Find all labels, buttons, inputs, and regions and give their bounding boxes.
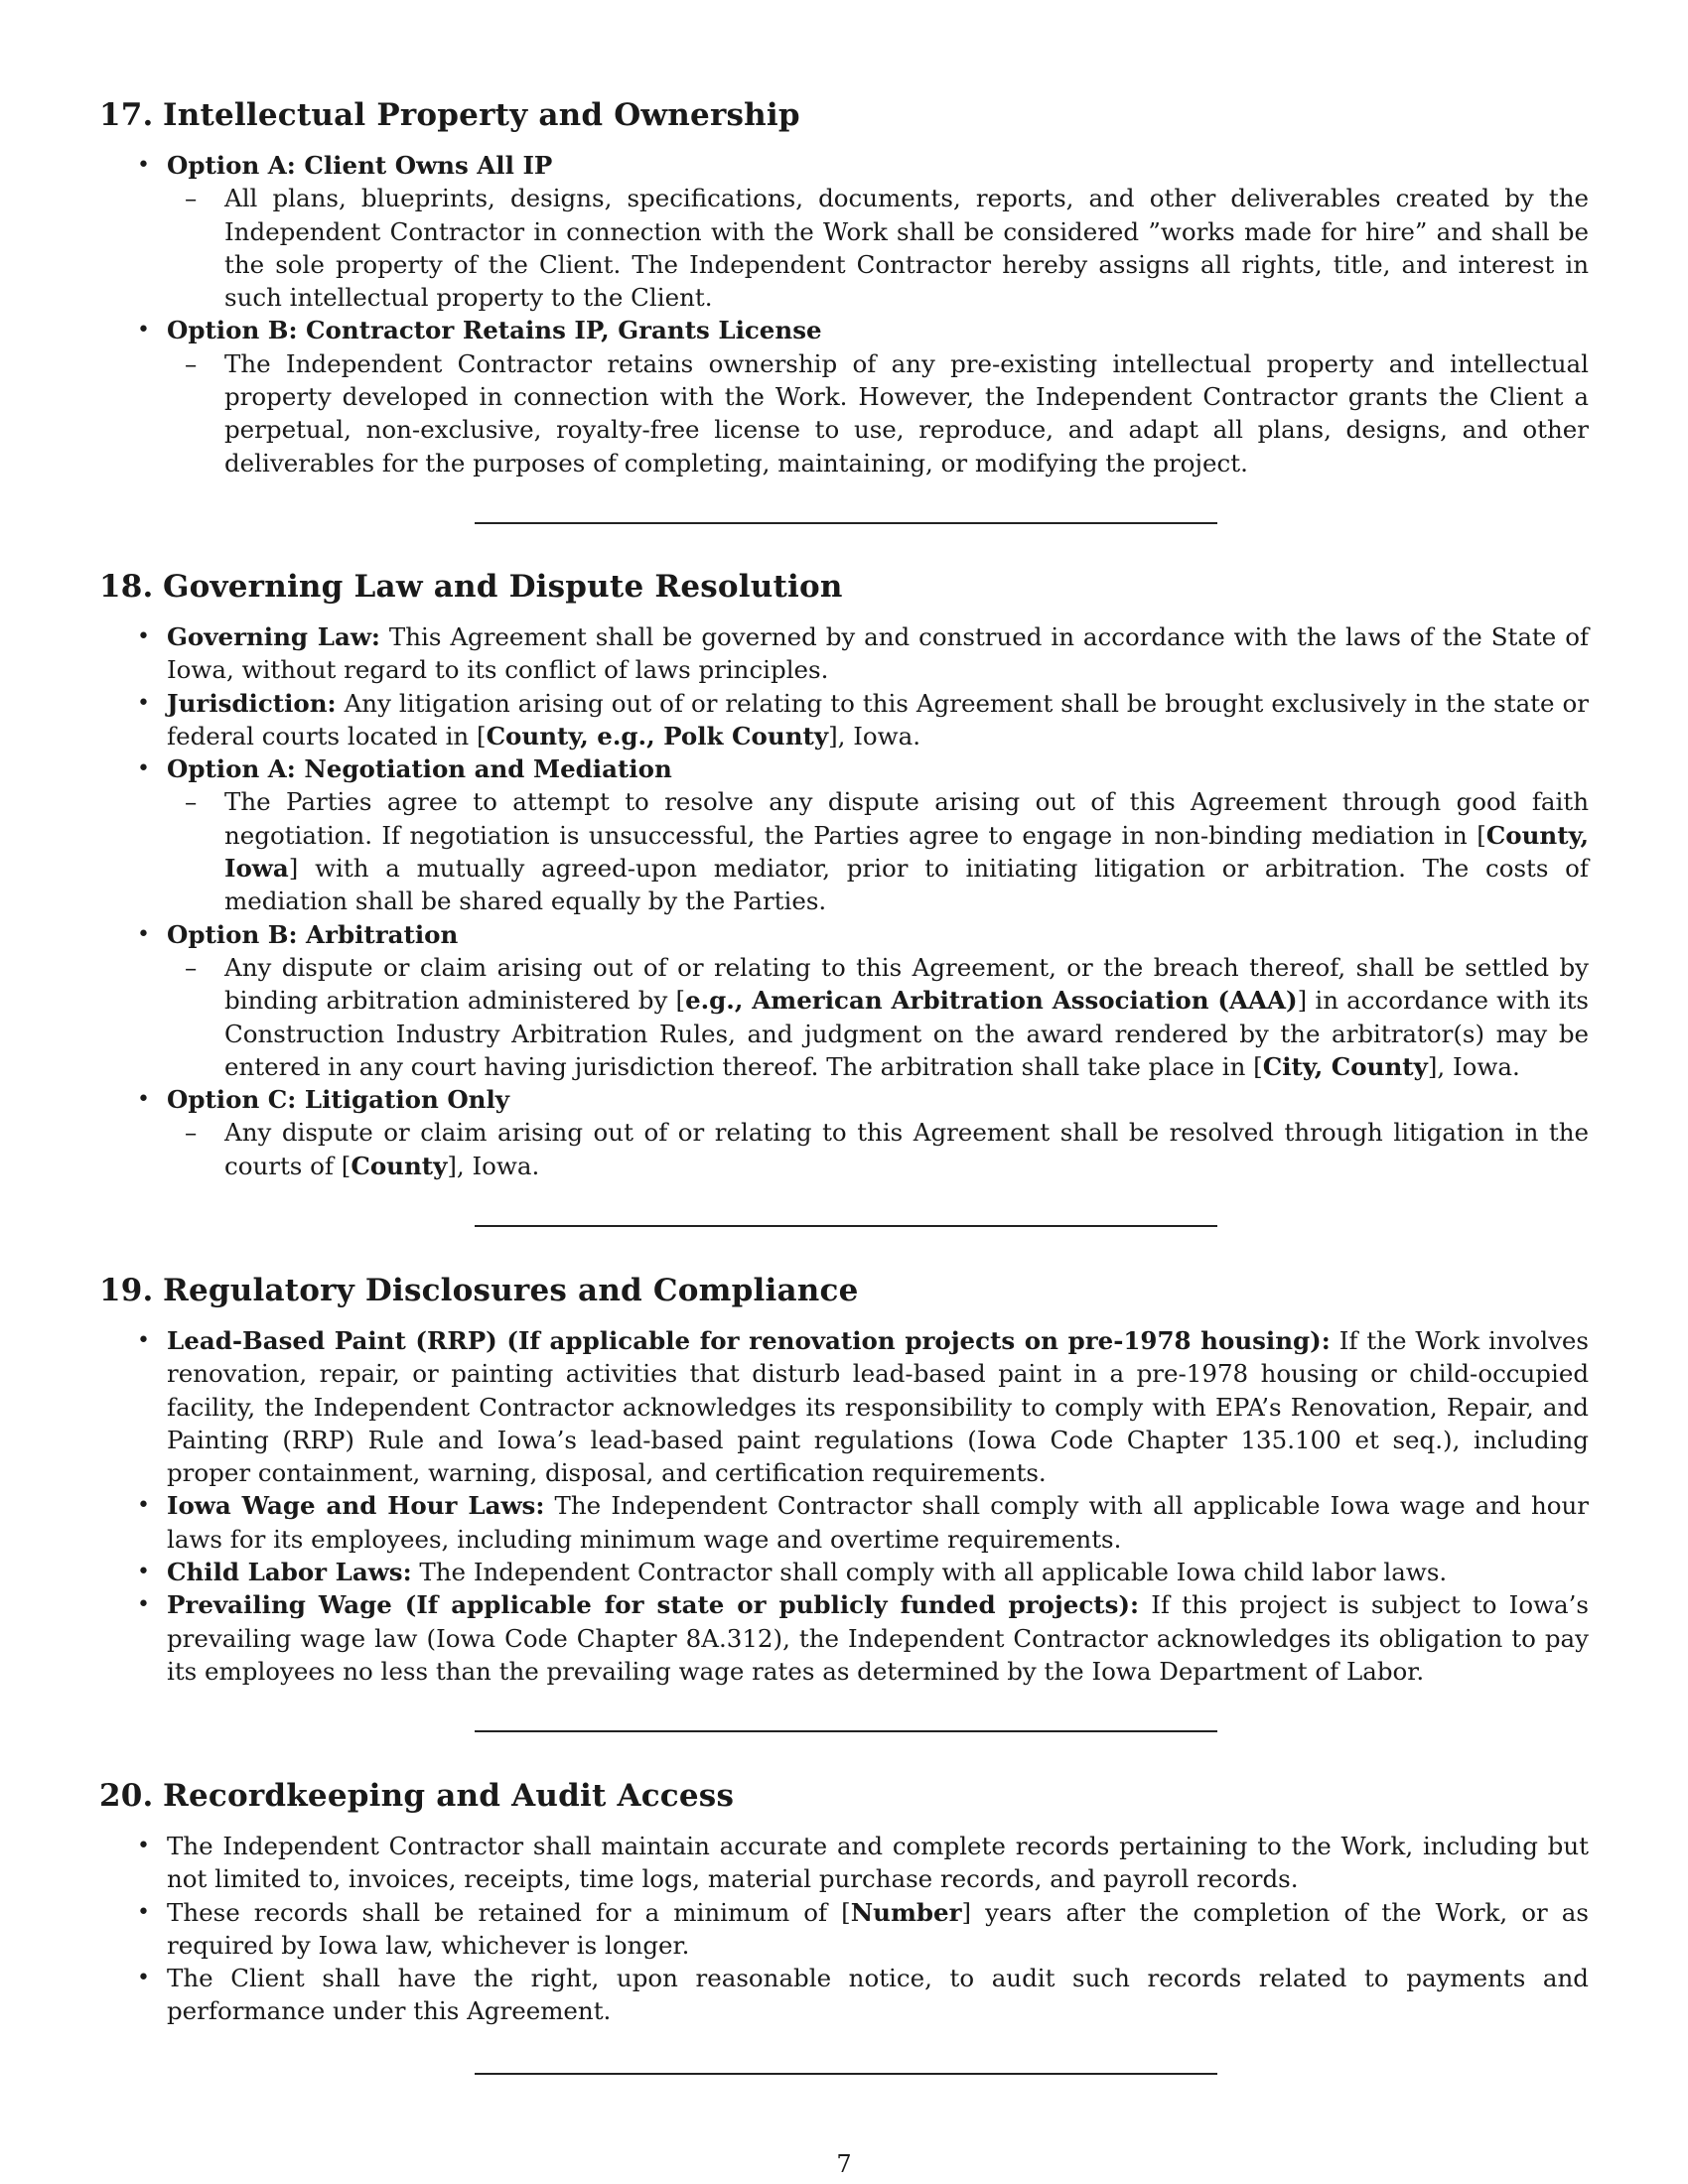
item-text: If the Work involves renovation, repair, or painting activities that disturb lead-based paint in a pre-1978 housing or child-occupied facility, the Independent Contractor acknowledges its responsibility to comply with EPA’s Renovation, Repair, and Painting (RRP) Rule and Iowa’s lead-based paint regulations (Iowa Code Chapter 135.100 et seq.), including proper containment, warning, disposal, and certification requirements. <box>167 1326 1589 1488</box>
list-item <box>99 687 1589 753</box>
list-item <box>99 314 1589 478</box>
sub-list-item <box>165 951 1589 1083</box>
section-number: 20. <box>99 1778 154 1814</box>
section-19 <box>99 1271 1589 1688</box>
list-item <box>99 1588 1589 1688</box>
option-text: The Independent Contractor retains ownership of any pre-existing intellectual property and intellectual property developed in connection with the Work. However, the Independent Contractor grants the Client a perpetual, non-exclusive, royalty-free license to use, reproduce, and adapt all plans, designs, and other deliverables for the purposes of completing, maintaining, or modifying the project. <box>224 348 1589 478</box>
page-number: 7 <box>836 2150 852 2178</box>
section-title: Intellectual Property and Ownership <box>163 97 800 133</box>
item-text: These records shall be retained for a minimum of [ <box>167 1897 851 1927</box>
placeholder-text: e.g., American Arbitration Association (AAA) <box>685 986 1298 1016</box>
option-label: Option A: Negotiation and Mediation <box>167 754 672 784</box>
section-number: 17. <box>99 97 154 133</box>
list-item <box>99 149 1589 314</box>
section-20-heading <box>99 1776 1589 1816</box>
section-divider <box>475 1225 1217 1227</box>
section-17-list <box>99 149 1589 479</box>
section-19-list <box>99 1324 1589 1688</box>
sub-list-item <box>165 785 1589 917</box>
item-text: The Independent Contractor shall maintain accurate and complete records pertaining to the Work, including but not limited to, invoices, receipts, time logs, material purchase records, and payroll records. <box>167 1832 1589 1894</box>
item-text: The Independent Contractor shall comply with all applicable Iowa wage and hour laws for its employees, including minimum wage and overtime requirements. <box>167 1491 1589 1554</box>
list-item <box>99 918 1589 1083</box>
list-item <box>99 1556 1589 1588</box>
item-label: Lead-Based Paint (RRP) (If applicable for renovation projects on pre-1978 housing): <box>167 1326 1331 1355</box>
section-18 <box>99 567 1589 1182</box>
sub-list-item <box>165 182 1589 314</box>
section-number: 19. <box>99 1273 154 1308</box>
section-divider <box>475 1730 1217 1732</box>
section-title: Regulatory Disclosures and Compliance <box>163 1273 859 1308</box>
sub-list-item <box>165 1116 1589 1182</box>
option-text: ], Iowa. <box>1427 1051 1520 1081</box>
section-19-heading <box>99 1271 1589 1310</box>
list-item <box>99 752 1589 917</box>
option-text: ] with a mutually agreed-upon mediator, prior to initiating litigation or arbitration. The costs of mediation shall be shared equally by the Parties. <box>224 854 1589 916</box>
list-item <box>99 1324 1589 1489</box>
section-divider <box>475 522 1217 524</box>
section-17-heading <box>99 95 1589 135</box>
placeholder-text: Number <box>850 1897 962 1927</box>
option-text: All plans, blueprints, designs, specifications, documents, reports, and other deliverables created by the Independent Contractor in connection with the Work shall be considered ”works made for hire” and shall be the sole property of the Client. The Independent Contractor hereby assigns all rights, title, and interest in such intellectual property to the Client. <box>224 184 1589 313</box>
placeholder-text: County, Iowa <box>224 820 1589 884</box>
item-label: Jurisdiction: <box>167 688 337 718</box>
list-item <box>99 1083 1589 1182</box>
item-text: ], Iowa. <box>828 721 921 751</box>
item-text: If this project is subject to Iowa’s prevailing wage law (Iowa Code Chapter 8A.312), the Independent Contractor acknowledges its obligation to pay its employees no less than the prevailing wage rates as determined by the Iowa Department of Labor. <box>167 1590 1590 1686</box>
section-20 <box>99 1776 1589 2028</box>
section-17 <box>99 95 1589 479</box>
placeholder-text: County, e.g., Polk County <box>486 721 829 751</box>
item-text: The Client shall have the right, upon reasonable notice, to audit such records related to payments and performance under this Agreement. <box>167 1964 1589 2026</box>
item-label: Iowa Wage and Hour Laws: <box>167 1491 545 1521</box>
option-text: ] in accordance with its Construction Industry Arbitration Rules, and judgment on the award rendered by the arbitrator(s) may be entered in any court having jurisdiction thereof. The arbitration shall take place in [ <box>224 986 1589 1081</box>
list-item <box>99 1896 1589 1963</box>
section-divider <box>475 2073 1217 2075</box>
item-label: Prevailing Wage (If applicable for state or publicly funded projects): <box>167 1590 1140 1620</box>
list-item <box>99 1489 1589 1556</box>
option-label: Option B: Contractor Retains IP, Grants License <box>167 316 822 345</box>
item-text: ] years after the completion of the Work, or as required by Iowa law, whichever is longer. <box>167 1897 1589 1960</box>
list-item <box>99 620 1589 687</box>
section-title: Governing Law and Dispute Resolution <box>163 569 843 605</box>
item-label: Governing Law: <box>167 622 380 651</box>
section-18-list <box>99 620 1589 1182</box>
item-text: The Independent Contractor shall comply with all applicable Iowa child labor laws. <box>411 1558 1448 1587</box>
option-label: Option A: Client Owns All IP <box>167 151 553 180</box>
list-item <box>99 1830 1589 1896</box>
option-text: The Parties agree to attempt to resolve any dispute arising out of this Agreement through good faith negotiation. If negotiation is unsuccessful, the Parties agree to engage in non-binding mediation in [ <box>224 787 1589 850</box>
option-text: Any dispute or claim arising out of or relating to this Agreement, or the breach thereof, shall be settled by binding arbitration administered by [ <box>224 952 1589 1016</box>
sub-list-item <box>165 347 1589 479</box>
option-text: Any dispute or claim arising out of or relating to this Agreement shall be resolved through litigation in the courts of [ <box>224 1118 1589 1180</box>
placeholder-text: County <box>351 1151 448 1180</box>
section-18-heading <box>99 567 1589 607</box>
section-number: 18. <box>99 569 154 605</box>
option-label: Option C: Litigation Only <box>167 1085 510 1115</box>
item-label: Child Labor Laws: <box>167 1558 412 1587</box>
item-text: Any litigation arising out of or relating to this Agreement shall be brought exclusively in the state or federal courts located in [ <box>167 688 1589 751</box>
section-title: Recordkeeping and Audit Access <box>163 1778 735 1814</box>
placeholder-text: City, County <box>1262 1051 1428 1081</box>
item-text: This Agreement shall be governed by and construed in accordance with the laws of the State of Iowa, without regard to its conflict of laws principles. <box>167 622 1590 685</box>
list-item <box>99 1962 1589 2028</box>
option-label: Option B: Arbitration <box>167 919 459 949</box>
section-20-list <box>99 1830 1589 2028</box>
option-text: ], Iowa. <box>447 1151 540 1180</box>
